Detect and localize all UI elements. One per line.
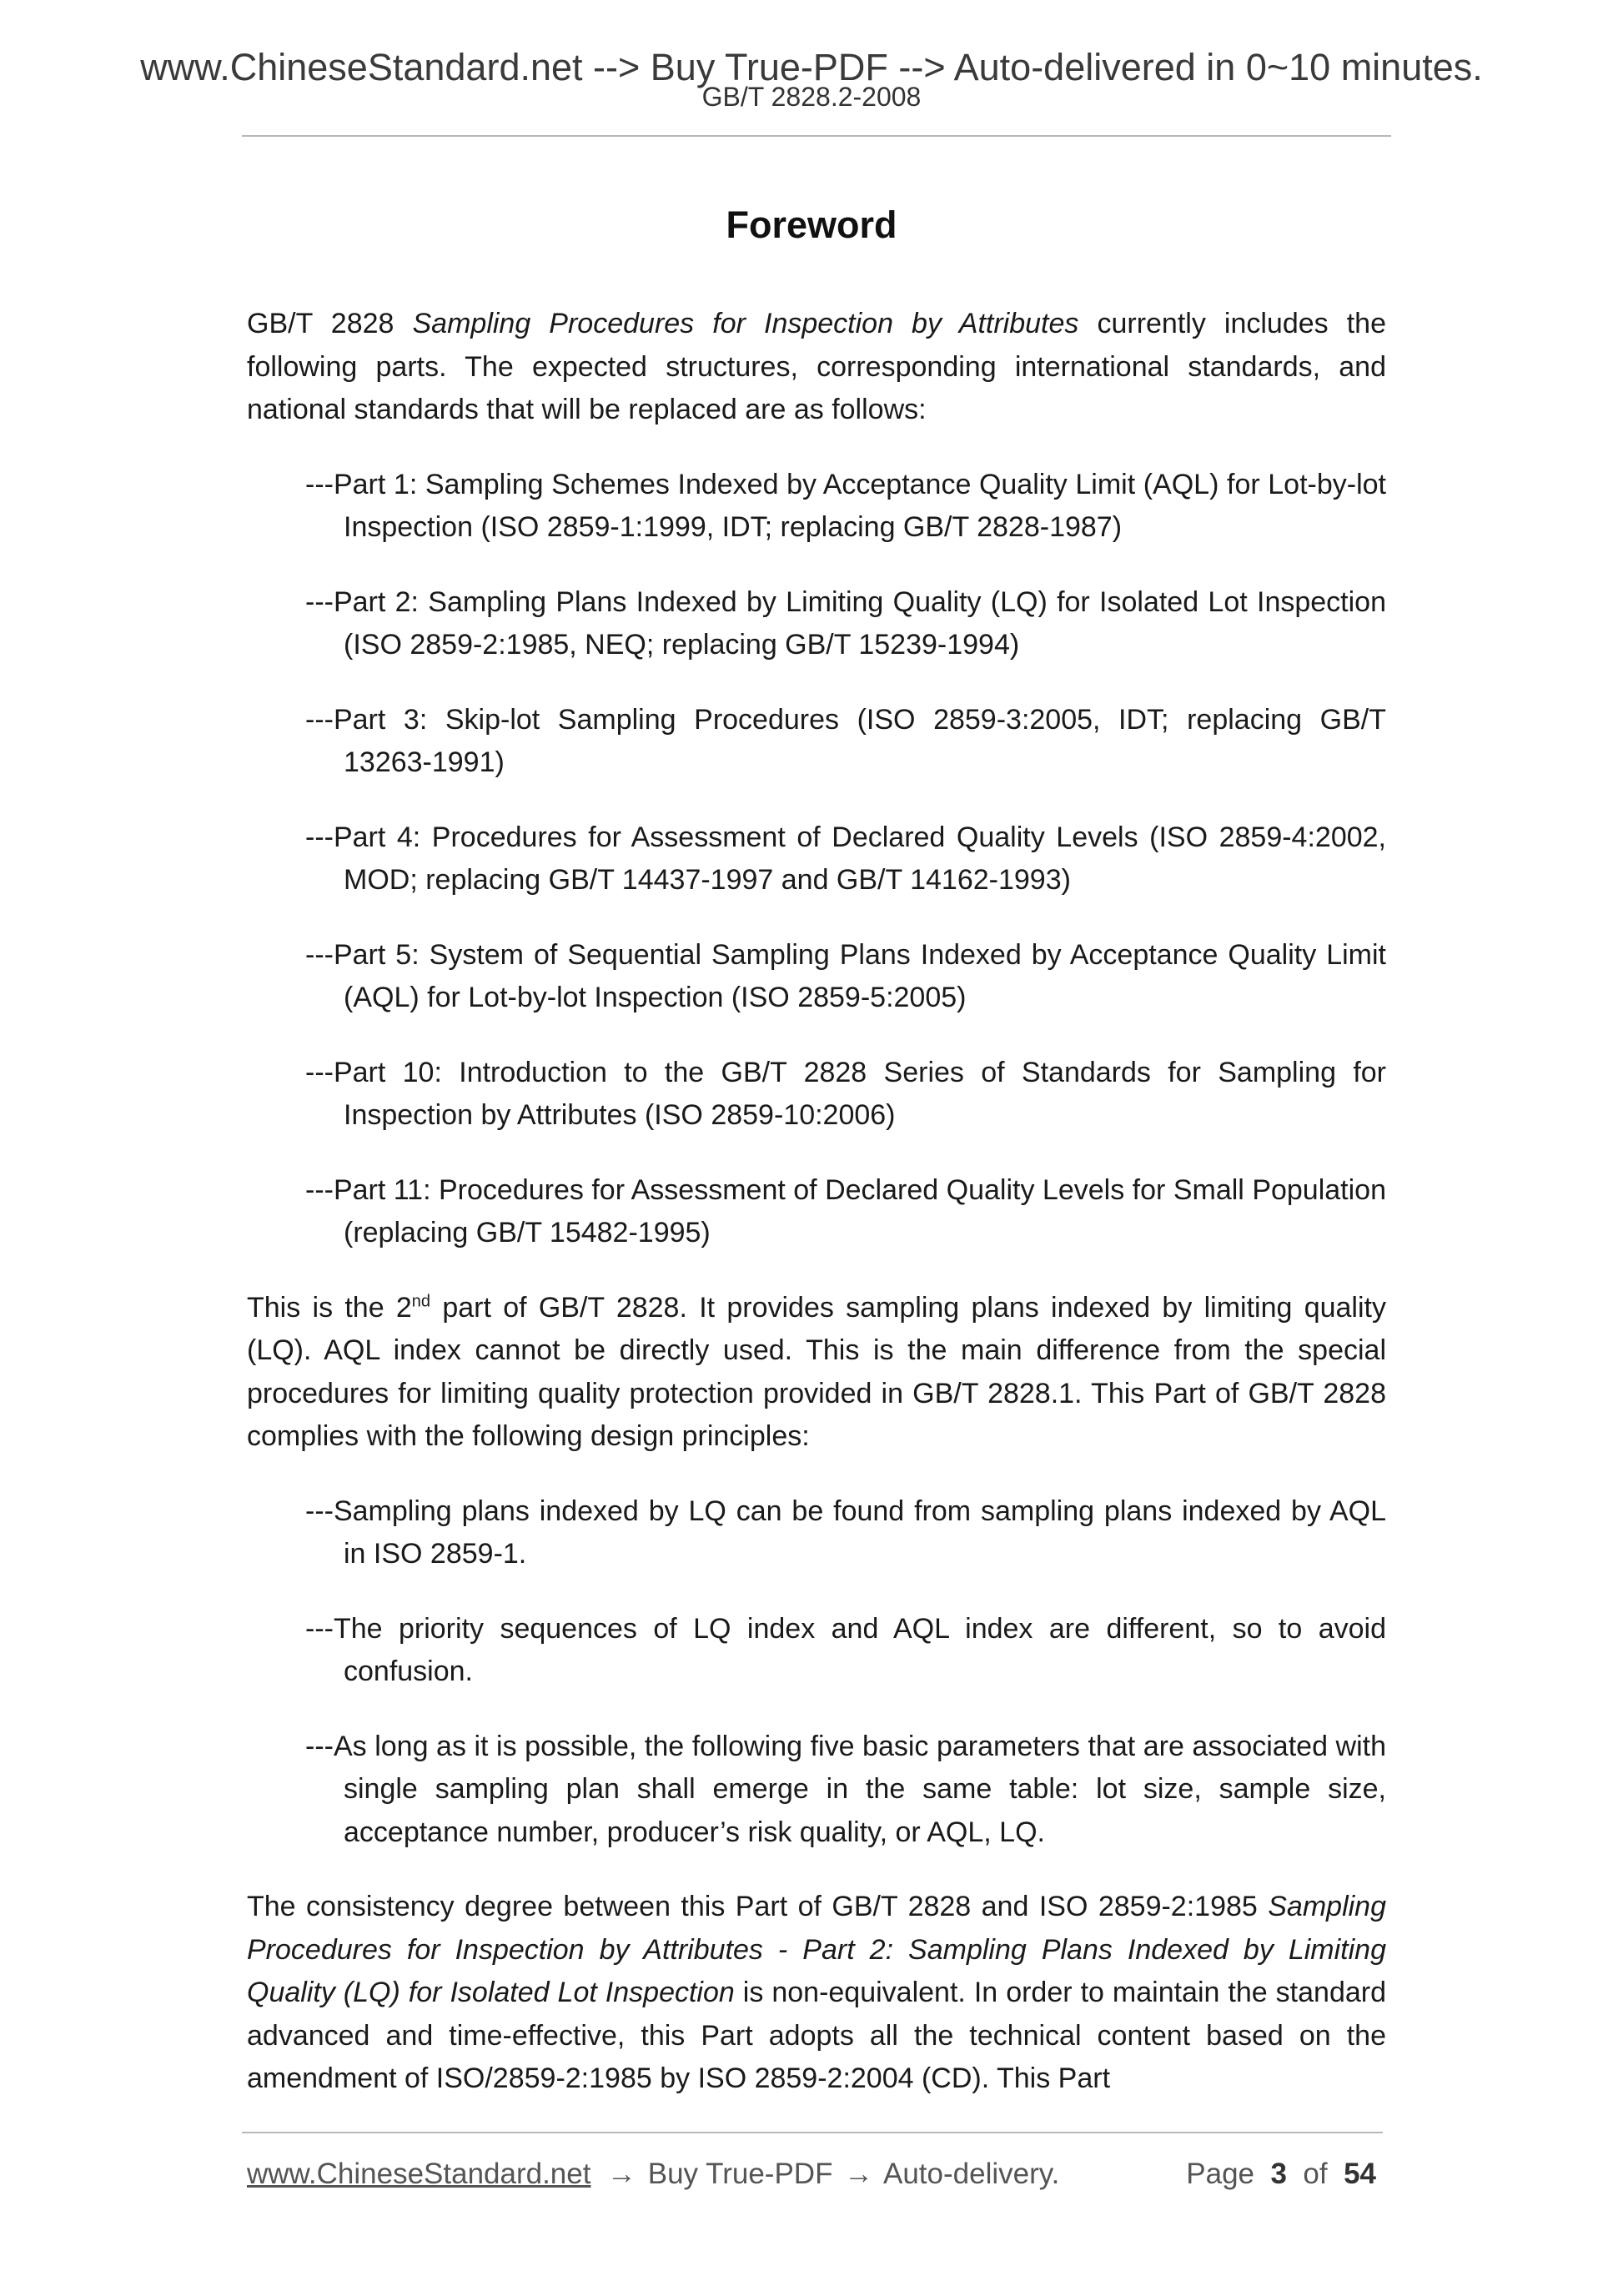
header-divider (242, 135, 1391, 137)
final-para-prefix: The consistency degree between this Part of GB/T 2828 and ISO 2859-2:1985 (247, 1891, 1269, 1922)
intro-prefix: GB/T 2828 (247, 308, 413, 339)
final-paragraph (247, 1886, 1386, 2101)
page-footer (247, 2153, 1383, 2195)
footer-site-link[interactable]: www.ChineseStandard.net (247, 2158, 591, 2190)
intro-paragraph (247, 303, 1386, 432)
document-code: GB/T 2828.2-2008 (701, 82, 922, 112)
document-body (247, 303, 1386, 2133)
part-list-item: ---Part 5: System of Sequential Sampling Plans Indexed by Acceptance Quality Limit (AQL) for Lot-by-lot Inspection (ISO 2859-5:2005) (305, 938, 1386, 1013)
arrow-right-icon: → (607, 2158, 636, 2190)
second-para-rest: part of GB/T 2828. It provides sampling plans indexed by limiting quality (LQ). AQL index cannot be directly used. This is the main difference from the special procedures for limiting quality protection provided in GB/T 2828.1. This Part of GB/T 2828 complies with the following design principles: (247, 1291, 1386, 1452)
intro-standard-title: Sampling Procedures for Inspection by Attributes (412, 308, 1079, 339)
ordinal-superscript: nd (411, 1292, 431, 1311)
footer-buy-text: Buy True-PDF (647, 2158, 833, 2190)
footer-delivery-text: Auto-delivery. (883, 2158, 1060, 2190)
page-label: Page (1186, 2158, 1255, 2190)
of-label: of (1303, 2158, 1328, 2190)
current-page: 3 (1270, 2158, 1287, 2190)
final-para-standard-title: Sampling Procedures for Inspection by Attributes - Part 2: Sampling Plans Indexed by Limiting Quality (LQ) for Isolated Lot Inspection (247, 1891, 1386, 2008)
part-list-item: ---Part 11: Procedures for Assessment of Declared Quality Levels for Small Population (replacing GB/T 15482-1995) (305, 1173, 1386, 1248)
second-para-start: This is the 2 (247, 1291, 412, 1324)
part-list-item: ---Part 10: Introduction to the GB/T 2828 Series of Standards for Sampling for Inspection by Attributes (ISO 2859-10:2006) (305, 1056, 1386, 1131)
page-number (1186, 2153, 1376, 2195)
part-list-item: ---Part 3: Skip-lot Sampling Procedures (ISO 2859-3:2005, IDT; replacing GB/T 13263-1991) (305, 703, 1386, 778)
header-banner: www.ChineseStandard.net --> Buy True-PDF --> Auto-delivered in 0~10 minutes. (140, 46, 1483, 88)
total-pages: 54 (1344, 2158, 1376, 2190)
intro-suffix: currently includes the following parts. The expected structures, corresponding international standards, and national standards that will be replaced are as follows: (247, 308, 1386, 425)
footer-divider (242, 2132, 1383, 2133)
principle-list-item: ---Sampling plans indexed by LQ can be found from sampling plans indexed by AQL in ISO 2859-1. (305, 1495, 1386, 1570)
part-list-item: ---Part 2: Sampling Plans Indexed by Limiting Quality (LQ) for Isolated Lot Inspection (ISO 2859-2:1985, NEQ; replacing GB/T 15239-1994) (305, 585, 1386, 661)
second-paragraph (247, 1287, 1386, 1459)
principle-list-item: ---The priority sequences of LQ index and AQL index are different, so to avoid confusion. (305, 1612, 1386, 1687)
principle-list-item: ---As long as it is possible, the following five basic parameters that are associated with single sampling plan shall emerge in the same table: lot size, sample size, acceptance number, producer’s risk quality, or AQL, LQ. (305, 1730, 1386, 1848)
page-title: Foreword (726, 203, 897, 246)
part-list-item: ---Part 1: Sampling Schemes Indexed by Acceptance Quality Limit (AQL) for Lot-by-lot Inspection (ISO 2859-1:1999, IDT; replacing GB/T 2828-1987) (305, 468, 1386, 543)
arrow-right-icon: → (844, 2158, 874, 2190)
part-list-item: ---Part 4: Procedures for Assessment of Declared Quality Levels (ISO 2859-4:2002, MOD; replacing GB/T 14437-1997 and GB/T 14162-1993) (305, 821, 1386, 896)
final-para-suffix: is non-equivalent. In order to maintain the standard advanced and time-effective, this Part adopts all the technical content based on the amendment of ISO/2859-2:1985 by ISO 2859-2:2004 (CD). This Part (247, 1977, 1386, 2094)
footer-tagline (604, 2153, 1059, 2195)
